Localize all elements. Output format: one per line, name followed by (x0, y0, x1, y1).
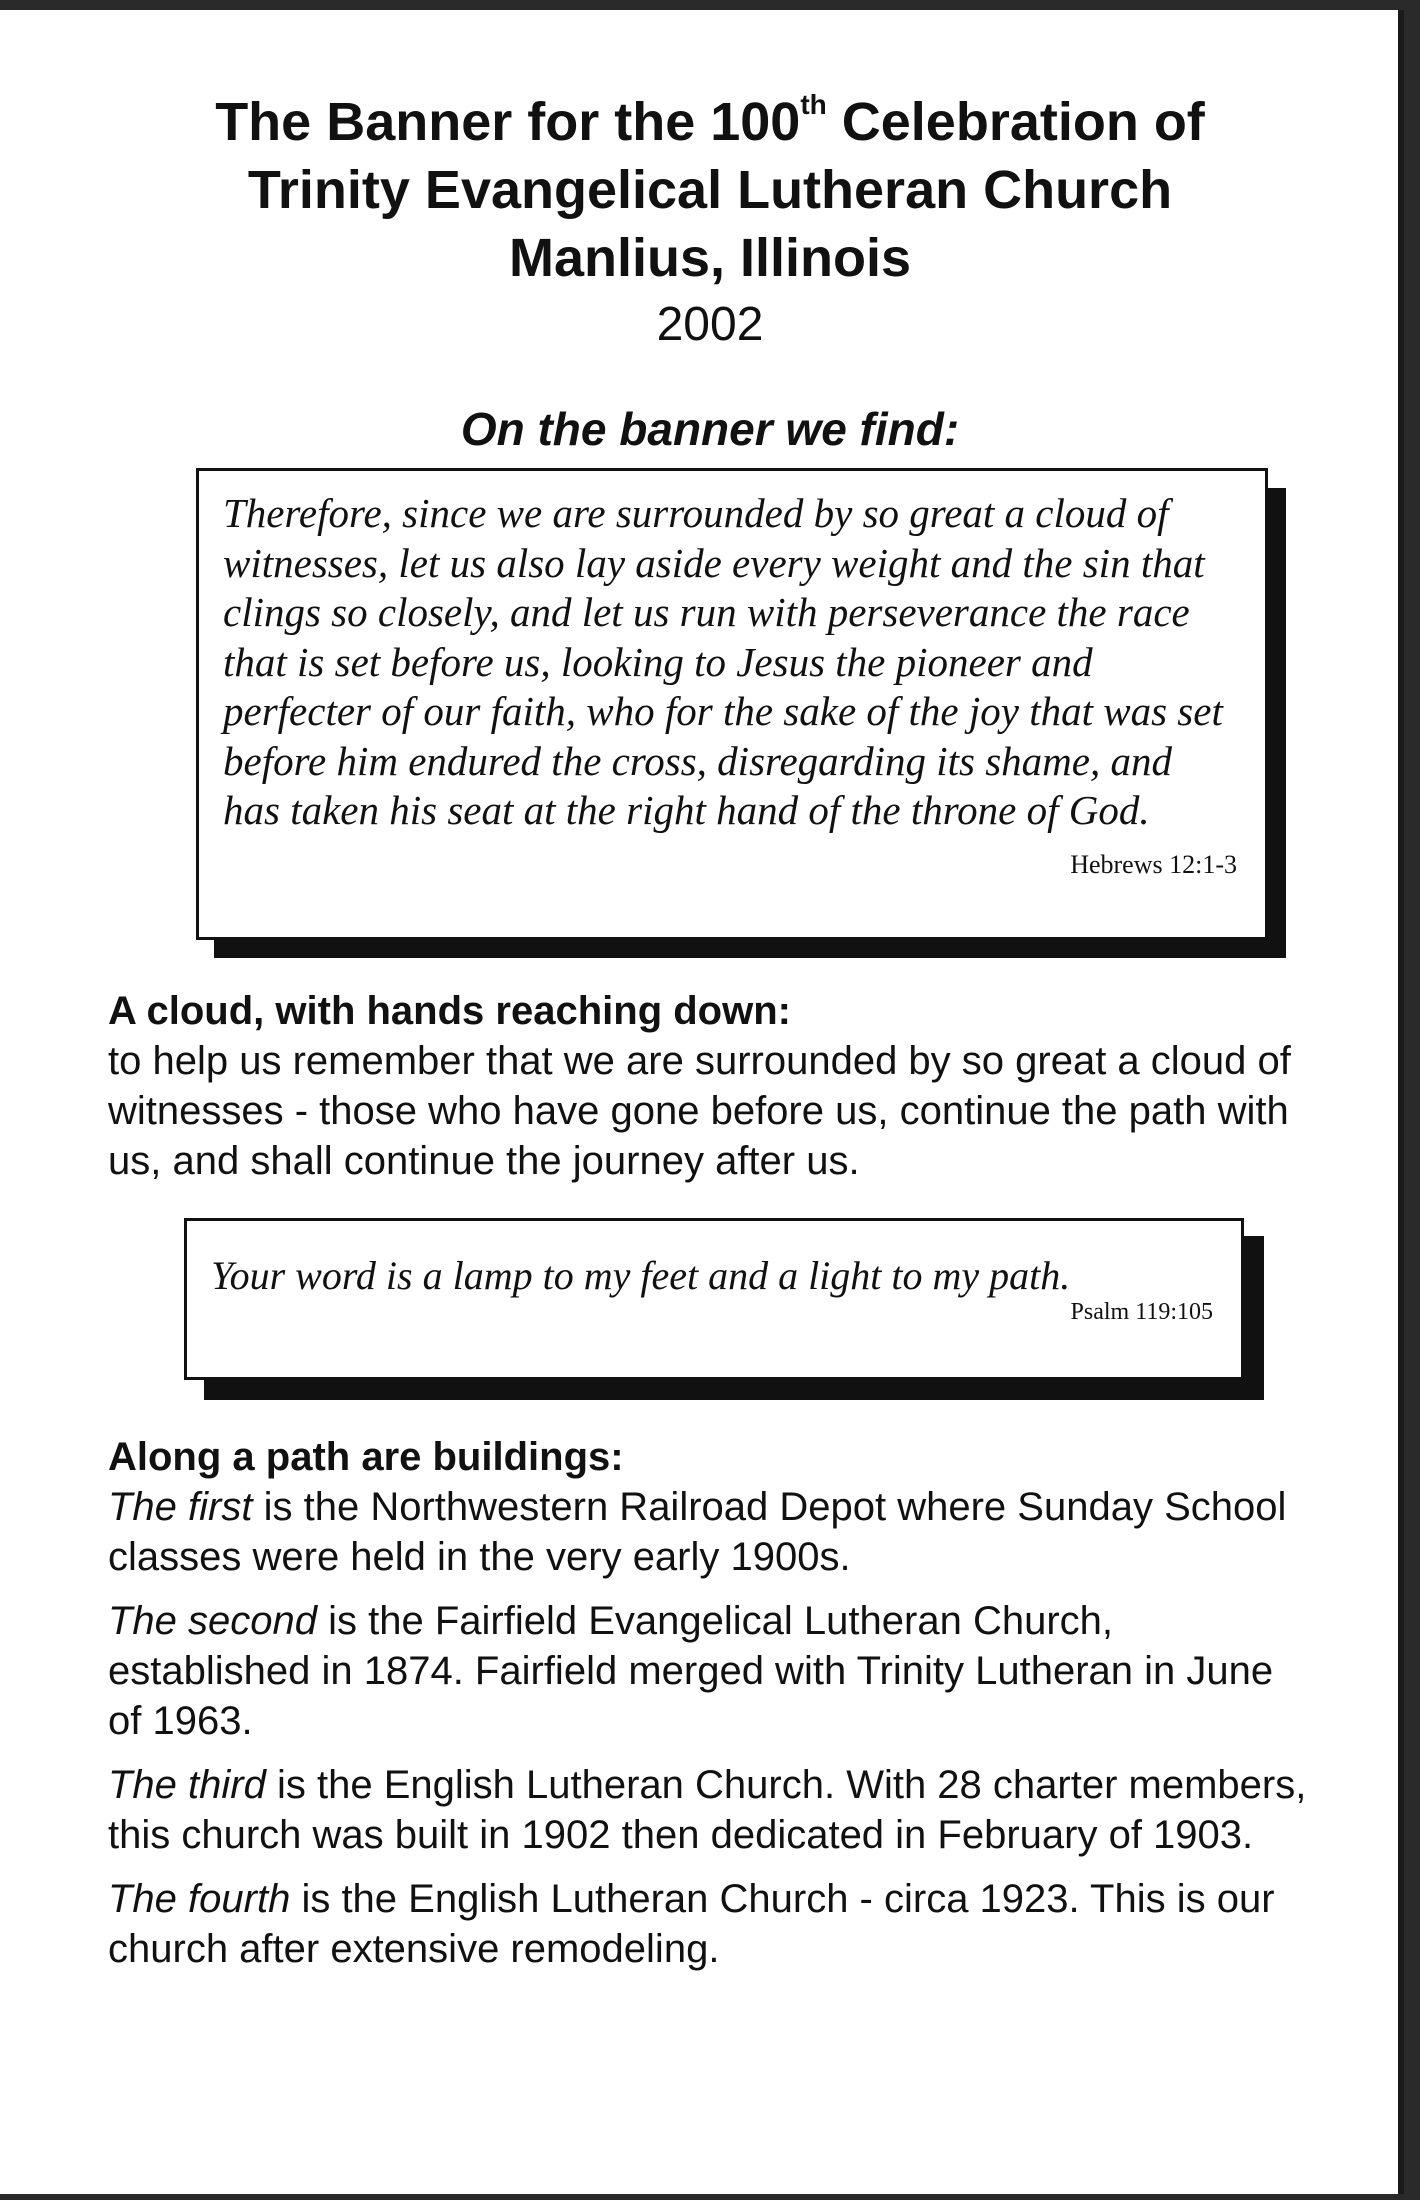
title-block (0, 88, 1420, 356)
title-line-1 (0, 88, 1420, 156)
building-text: is the English Lutheran Church - circa 1923. This is our church after extensive remodeling. (108, 1877, 1275, 1971)
title-line-1-pre: The Banner for the 100 (215, 92, 801, 152)
quote-1-reference: Hebrews 12:1-3 (1070, 849, 1237, 879)
quote-box-psalm (184, 1218, 1244, 1380)
building-item-second (108, 1596, 1308, 1746)
buildings-heading: Along a path are buildings: (108, 1435, 624, 1479)
title-year: 2002 (656, 298, 764, 351)
building-text: is the English Lutheran Church. With 28 charter members, this church was built in 1902 then dedicated in February of 1903. (108, 1763, 1307, 1857)
cloud-body: to help us remember that we are surrounded by so great a cloud of witnesses - those who have gone before us, continue the path with us, and shall continue the journey after us. (108, 1039, 1291, 1183)
building-text: is the Northwestern Railroad Depot where Sunday School classes were held in the very early 1900s. (108, 1485, 1287, 1579)
cloud-heading: A cloud, with hands reaching down: (108, 989, 791, 1033)
subheading: On the banner we find: (460, 403, 960, 455)
quote-2-reference: Psalm 119:105 (1070, 1299, 1213, 1325)
building-text: is the Fairfield Evangelical Lutheran Church, established in 1874. Fairfield merged with Trinity Lutheran in June of 1963. (108, 1599, 1274, 1743)
building-item-fourth (108, 1874, 1308, 1974)
title-line-1-post: Celebration of (826, 92, 1205, 152)
title-line-2: Trinity Evangelical Lutheran Church (247, 160, 1173, 220)
buildings-section (108, 1432, 1308, 1974)
page (0, 10, 1404, 2194)
building-lead: The second (108, 1599, 318, 1643)
quote-1-text: Therefore, since we are surrounded by so great a cloud of witnesses, let us also lay aside every weight and the sin that clings so closely, and let us run with perseverance the race that is set before us, looking to Jesus the pioneer and perfecter of our faith, who for the sake of the joy that was set before him endured the cross, disregarding its shame, and has taken his seat at the right hand of the throne of God. (223, 490, 1223, 833)
building-lead: The third (108, 1763, 266, 1807)
quote-box-hebrews (196, 468, 1268, 940)
building-lead: The fourth (108, 1877, 291, 1921)
building-item-third (108, 1760, 1308, 1860)
title-line-3: Manlius, Illinois (508, 228, 912, 288)
building-item-first (108, 1482, 1308, 1582)
cloud-section (108, 986, 1308, 1186)
title-superscript: th (800, 89, 827, 120)
building-lead: The first (108, 1485, 253, 1529)
quote-2-text: Your word is a lamp to my feet and a light to my path. (211, 1253, 1071, 1298)
